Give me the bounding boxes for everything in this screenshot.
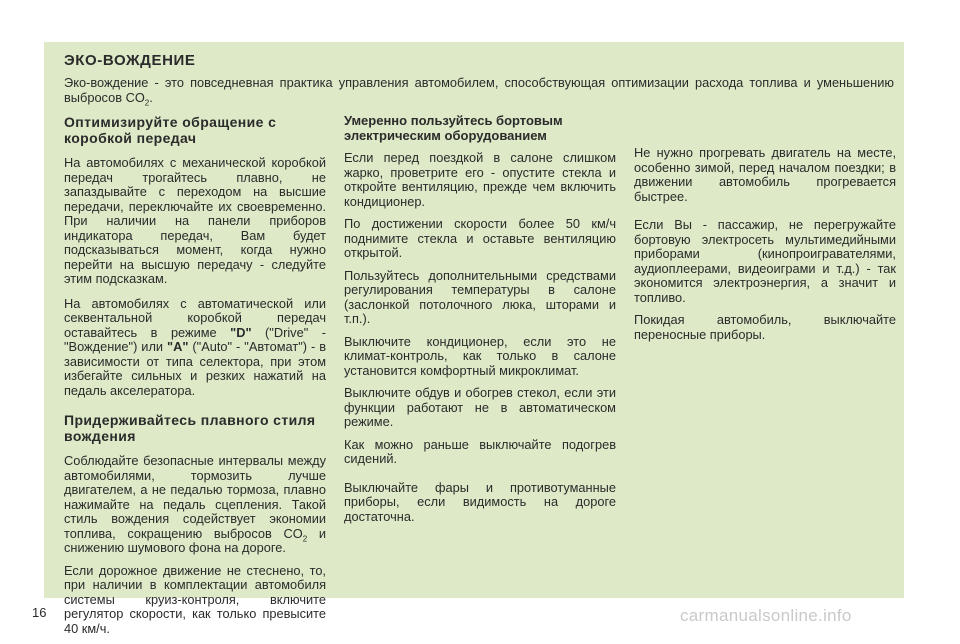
- column-middle: [344, 113, 616, 532]
- intro-paragraph: Эко-вождение - это повседневная практика управления автомобилем, способствующая оптимизации расхода топлива и уменьшению выбросов $CO_2$.: [64, 75, 894, 108]
- watermark: carmanualsonline.info: [680, 606, 852, 625]
- paragraph-headlights: Выключайте фары и противотуманные приборы, если видимость на дороге достаточна.: [344, 479, 616, 524]
- page-number: 16: [32, 605, 47, 620]
- paragraph-temperature-control: Пользуйтесь дополнительными средствами регулирования температуры в салоне (заслонкой потолочного люка, шторами и т.п.).: [344, 267, 616, 326]
- column-left: [64, 114, 326, 644]
- paragraph-passenger-devices: Если Вы - пассажир, не перегружайте бортовую электросеть мультимедийными приборами (кинопроигравателями, аудиоплеерами, видеоиграми и т.д.) - так экономится электроэнергия, а значит и топливо.: [634, 217, 896, 305]
- section-heading-gearbox: Оптимизируйте обращение с коробкой передач: [64, 114, 277, 146]
- paragraph-air-conditioner: Выключите кондиционер, если это не климат-контроль, как только в салоне установится комфортный микроклимат.: [344, 333, 616, 378]
- paragraph-portable-devices: Покидая автомобиль, выключайте переносные приборы.: [634, 312, 896, 342]
- paragraph-automatic-gearbox: На автомобилях с автоматической или секвентальной коробкой передач оставайтесь в режиме "D" ("Drive" - "Вождение") или "A" ("Auto" - "Автомат") - в зависимости от типа селектора, при этом избегайте сильных и резких нажатий на педаль акселератора.: [64, 295, 327, 398]
- page-title: ЭКО-ВОЖДЕНИЕ: [64, 52, 196, 69]
- paragraph-cruise-control: Если дорожное движение не стеснено, то, при наличии в комплектации автомобиля системы круиз-контроля, включите регулятор скорости, как только превысите 40 км/ч.: [64, 562, 326, 636]
- paragraph-engine-warmup: Не нужно прогревать двигатель на месте, особенно зимой, перед началом поездки; в движении автомобиль прогревается быстрее.: [634, 145, 896, 204]
- paragraph-ventilate: Если перед поездкой в салоне слишком жарко, проветрите его - опустите стекла и откройте вентиляцию, прежде чем включить кондиционер.: [344, 150, 616, 209]
- section-heading-smooth-driving: Придерживайтесь плавного стиля вождения: [64, 412, 316, 444]
- paragraph-safe-intervals: Соблюдайте безопасные интервалы между автомобилями, тормозить лучше двигателем, а не педалью тормоза, плавно нажимайте на педаль сцепления. Такой стиль вождения содействует экономии топлива, сокращению выбросов $CO_2$ и снижению шумового фона на дороге.: [64, 453, 326, 555]
- column-right: [634, 146, 896, 350]
- paragraph-windows-speed: По достижении скорости более 50 км/ч поднимите стекла и оставьте вентиляцию открытой.: [344, 216, 616, 260]
- section-heading-electrical: Умеренно пользуйтесь бортовым электрическим оборудованием: [344, 113, 563, 143]
- paragraph-defrost: Выключите обдув и обогрев стекол, если эти функции работают не в автоматическом режиме.: [344, 385, 616, 429]
- paragraph-manual-gearbox: На автомобилях с механической коробкой передач трогайтесь плавно, не запаздывайте с переходом на высшие передачи, переключайте их своевременно. При наличии на панели приборов индикатора передач, Вам будет подсказываться момент, когда нужно перейти на высшую передачу - следуйте этим подсказкам.: [64, 155, 326, 286]
- paragraph-seat-heating: Как можно раньше выключайте подогрев сидений.: [344, 436, 616, 466]
